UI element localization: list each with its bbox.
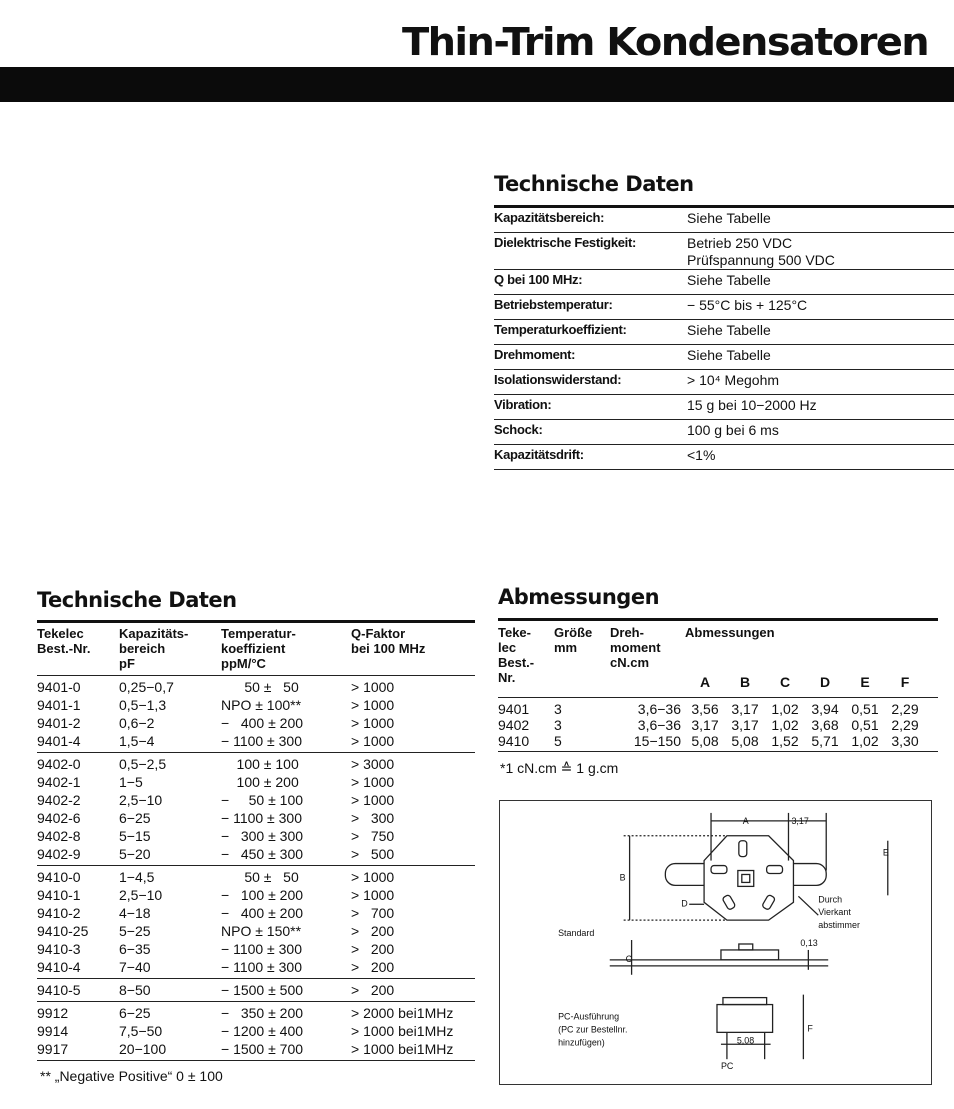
capacitance-cell: 4−18 [119, 905, 151, 921]
part-number-cell: 9914 [37, 1023, 69, 1039]
spec-label: Temperaturkoeffizient: [494, 322, 627, 337]
dim-value-cell: 3,94 [811, 701, 839, 717]
temp-coefficient-cell: − 1100 ± 300 [221, 733, 302, 749]
header-dim-size: Größe mm [554, 625, 593, 655]
temp-coefficient-cell: − 1200 ± 400 [221, 1023, 304, 1039]
table-row [37, 678, 475, 696]
spec-value: Siehe Tabelle [687, 210, 771, 226]
drawing-label-c: C [625, 953, 633, 964]
spec-label: Kapazitätsbereich: [494, 210, 605, 225]
dim-part-cell: 9410 [498, 733, 530, 749]
dim-value-cell: 2,29 [891, 717, 919, 733]
q-factor-cell: > 1000 [351, 715, 395, 731]
parts-group [37, 676, 475, 753]
temp-coefficient-cell: 100 ± 200 [221, 774, 299, 790]
part-number-cell: 9410-2 [37, 905, 81, 921]
capacitance-cell: 0,5−1,3 [119, 697, 167, 713]
drawing-label-013: 0,13 [800, 937, 818, 948]
capacitance-cell: 20−100 [119, 1041, 167, 1057]
dim-torque-cell: 3,6−36 [637, 717, 681, 733]
q-factor-cell: > 1000 [351, 869, 395, 885]
spec-value: 15 g bei 10−2000 Hz [687, 397, 817, 413]
temp-coefficient-cell: − 400 ± 200 [221, 715, 304, 731]
capacitance-cell: 6−25 [119, 810, 151, 826]
capacitance-cell: 5−15 [119, 828, 151, 844]
parts-table-header [37, 620, 475, 676]
drawing-label-f: F [807, 1023, 813, 1034]
spec-value: <1% [687, 447, 716, 463]
spec-value: Betrieb 250 VDC Prüfspannung 500 VDC [687, 235, 835, 268]
part-number-cell: 9402-9 [37, 846, 81, 862]
q-factor-cell: > 1000 bei1MHz [351, 1041, 454, 1057]
dim-value-cell: 2,29 [891, 701, 919, 717]
spec-label: Schock: [494, 422, 543, 437]
header-dim-letters [685, 675, 925, 690]
capacitance-cell: 0,25−0,7 [119, 679, 174, 695]
temp-coefficient-cell: − 1500 ± 500 [221, 982, 304, 998]
drawing-label-a: A [742, 815, 749, 826]
parts-group [37, 979, 475, 1002]
table-row [37, 1022, 475, 1040]
q-factor-cell: > 1000 [351, 887, 395, 903]
temp-coefficient-cell: 100 ± 100 [221, 756, 299, 772]
drawing-pc-body [717, 1005, 773, 1033]
table-row [37, 904, 475, 922]
dimensions-table-header [498, 618, 938, 698]
dim-value-cell: 5,08 [691, 733, 719, 749]
q-factor-cell: > 200 [351, 982, 395, 998]
spec-label: Betriebstemperatur: [494, 297, 613, 312]
spec-row [494, 445, 954, 470]
table-row [498, 717, 938, 733]
table-row [37, 791, 475, 809]
table-row [498, 701, 938, 717]
part-number-cell: 9402-1 [37, 774, 81, 790]
part-number-cell: 9402-2 [37, 792, 81, 808]
q-factor-cell: > 200 [351, 941, 395, 957]
part-number-cell: 9410-1 [37, 887, 81, 903]
temp-coefficient-cell: − 1100 ± 300 [221, 810, 302, 826]
spec-label: Isolationswiderstand: [494, 372, 622, 387]
q-factor-cell: > 700 [351, 905, 395, 921]
table-row [498, 733, 938, 749]
spec-value: 100 g bei 6 ms [687, 422, 779, 438]
part-number-cell: 9401-0 [37, 679, 81, 695]
dim-value-cell: 3,30 [891, 733, 919, 749]
temp-coefficient-cell: 50 ± 50 [221, 869, 299, 885]
spec-value: > 10⁴ Megohm [687, 372, 780, 388]
capacitance-cell: 8−50 [119, 982, 151, 998]
capacitance-cell: 7−40 [119, 959, 151, 975]
drawing-label-pc-line2: (PC zur Bestellnr. [558, 1024, 628, 1035]
dim-size-cell: 3 [554, 701, 562, 717]
table-row [37, 868, 475, 886]
dimensions-note: *1 cN.cm ≙ 1 g.cm [500, 760, 619, 776]
dim-value-cell: 3,68 [811, 717, 839, 733]
table-row [37, 732, 475, 750]
q-factor-cell: > 750 [351, 828, 395, 844]
part-number-cell: 9912 [37, 1005, 69, 1021]
part-number-cell: 9402-0 [37, 756, 81, 772]
header-part-number: Tekelec Best.-Nr. [37, 626, 91, 656]
q-factor-cell: > 200 [351, 959, 395, 975]
header-dim-group: Abmessungen [685, 625, 775, 640]
header-capacitance: Kapazitäts- bereich pF [119, 626, 189, 671]
dim-value-cell: 3,17 [731, 701, 759, 717]
table-row [37, 886, 475, 904]
header-q-factor: Q-Faktor bei 100 MHz [351, 626, 426, 656]
temp-coefficient-cell: NPO ± 100** [221, 697, 302, 713]
part-number-cell: 9410-3 [37, 941, 81, 957]
dim-letter: A [699, 674, 711, 690]
capacitance-cell: 1−5 [119, 774, 143, 790]
temp-coefficient-cell: − 300 ± 300 [221, 828, 304, 844]
spec-row [494, 270, 954, 295]
q-factor-cell: > 200 [351, 923, 395, 939]
part-number-cell: 9401-4 [37, 733, 81, 749]
dim-value-cell: 3,17 [731, 717, 759, 733]
dim-value-cell: 1,52 [771, 733, 799, 749]
spec-label: Vibration: [494, 397, 552, 412]
dim-letter: E [860, 674, 870, 690]
capacitance-cell: 0,6−2 [119, 715, 155, 731]
q-factor-cell: > 1000 [351, 679, 395, 695]
q-factor-cell: > 2000 bei1MHz [351, 1005, 454, 1021]
temp-coefficient-cell: 50 ± 50 [221, 679, 299, 695]
drawing-side-top [739, 944, 753, 950]
spec-label: Q bei 100 MHz: [494, 272, 583, 287]
spec-row [494, 345, 954, 370]
drawing-label-durch: Durch [818, 894, 843, 905]
q-factor-cell: > 1000 [351, 774, 395, 790]
temp-coefficient-cell: − 350 ± 200 [221, 1005, 304, 1021]
capacitance-cell: 6−25 [119, 1005, 151, 1021]
dim-value-cell: 5,08 [731, 733, 759, 749]
table-row [37, 809, 475, 827]
temp-coefficient-cell: − 100 ± 200 [221, 887, 304, 903]
spec-row [494, 320, 954, 345]
drawing-label-e: E [882, 847, 889, 858]
q-factor-cell: > 500 [351, 846, 395, 862]
spec-value: Siehe Tabelle [687, 322, 771, 338]
temp-coefficient-cell: − 1100 ± 300 [221, 941, 302, 957]
drawing-leader-line [798, 896, 818, 915]
dim-letter: D [819, 674, 831, 690]
table-row [37, 958, 475, 976]
q-factor-cell: > 1000 [351, 792, 395, 808]
temp-coefficient-cell: NPO ± 150** [221, 923, 302, 939]
table-row [37, 773, 475, 791]
q-factor-cell: > 1000 [351, 697, 395, 713]
capacitance-cell: 1−4,5 [119, 869, 155, 885]
drawing-label-standard: Standard [558, 928, 595, 939]
parts-table-body [37, 676, 475, 1061]
parts-group [37, 866, 475, 979]
q-factor-cell: > 1000 bei1MHz [351, 1023, 454, 1039]
parts-group [37, 1002, 475, 1061]
header-temp-coefficient: Temperatur- koeffizient ppM/°C [221, 626, 296, 671]
capacitance-cell: 2,5−10 [119, 887, 163, 903]
part-number-cell: 9410-4 [37, 959, 81, 975]
spec-row [494, 395, 954, 420]
dim-letter: F [900, 674, 910, 690]
dim-torque-cell: 3,6−36 [637, 701, 681, 717]
parts-table [37, 620, 475, 1061]
capacitance-cell: 5−25 [119, 923, 151, 939]
dim-value-cell: 5,71 [811, 733, 839, 749]
dim-size-cell: 3 [554, 717, 562, 733]
drawing-svg [500, 801, 931, 1084]
spec-label: Kapazitätsdrift: [494, 447, 584, 462]
technical-drawing [499, 800, 932, 1085]
page-title: Thin-Trim Kondensatoren [401, 20, 928, 64]
drawing-label-vierkant: Vierkant [818, 907, 851, 918]
spec-row [494, 233, 954, 270]
dim-value-cell: 0,51 [851, 701, 879, 717]
table-row [37, 981, 475, 999]
capacitance-cell: 7,5−50 [119, 1023, 163, 1039]
drawing-label-pc-title: PC-Ausführung [558, 1011, 620, 1022]
dim-value-cell: 1,02 [771, 717, 799, 733]
dim-letter: B [739, 674, 751, 690]
dim-value-cell: 1,02 [771, 701, 799, 717]
part-number-cell: 9401-2 [37, 715, 81, 731]
part-number-cell: 9402-8 [37, 828, 81, 844]
drawing-label-b: B [619, 872, 626, 883]
part-number-cell: 9917 [37, 1041, 69, 1057]
header-dim-torque: Dreh- moment cN.cm [610, 625, 661, 670]
temp-coefficient-cell: − 400 ± 200 [221, 905, 304, 921]
drawing-label-pc: PC [720, 1061, 734, 1072]
table-row [37, 755, 475, 773]
dim-letter: C [779, 674, 791, 690]
spec-row [494, 205, 954, 233]
table-row [37, 845, 475, 863]
drawing-label-317: 3,17 [791, 815, 809, 826]
dimensions-table-body [498, 698, 938, 752]
table-row [37, 714, 475, 732]
capacitance-cell: 1,5−4 [119, 733, 155, 749]
table-row [37, 940, 475, 958]
dim-value-cell: 0,51 [851, 717, 879, 733]
drawing-label-pc-line3: hinzufügen) [558, 1037, 605, 1048]
capacitance-cell: 0,5−2,5 [119, 756, 167, 772]
temp-coefficient-cell: − 450 ± 300 [221, 846, 304, 862]
dim-value-cell: 3,56 [691, 701, 719, 717]
dim-part-cell: 9401 [498, 701, 530, 717]
table-row [37, 922, 475, 940]
dim-torque-cell: 15−150 [633, 733, 681, 749]
table-row [37, 1040, 475, 1058]
dimensions-table [498, 618, 938, 752]
capacitance-cell: 5−20 [119, 846, 151, 862]
capacitance-cell: 2,5−10 [119, 792, 163, 808]
spec-label: Dielektrische Festigkeit: [494, 235, 637, 250]
header-dim-part: Teke- lec Best.- Nr. [498, 625, 535, 685]
drawing-label-508: 5,08 [736, 1035, 755, 1046]
spec-row [494, 370, 954, 395]
q-factor-cell: > 1000 [351, 733, 395, 749]
part-number-cell: 9402-6 [37, 810, 81, 826]
spec-row [494, 295, 954, 320]
dim-value-cell: 3,17 [691, 717, 719, 733]
table-row [37, 696, 475, 714]
drawing-side-body [721, 950, 779, 960]
table-row [37, 1004, 475, 1022]
specs-table [494, 205, 954, 470]
parts-footnote: ** „Negative Positive“ 0 ± 100 [40, 1068, 223, 1084]
table-row [37, 827, 475, 845]
drawing-label-abstimmer: abstimmer [818, 920, 860, 931]
dim-size-cell: 5 [554, 733, 562, 749]
dim-part-cell: 9402 [498, 717, 530, 733]
part-number-cell: 9401-1 [37, 697, 81, 713]
part-number-cell: 9410-5 [37, 982, 81, 998]
parts-group [37, 753, 475, 866]
spec-value: − 55°C bis + 125°C [687, 297, 808, 313]
spec-value: Siehe Tabelle [687, 272, 771, 288]
specs-heading: Technische Daten [494, 172, 694, 196]
header-bar [0, 67, 954, 102]
spec-row [494, 420, 954, 445]
spec-label: Drehmoment: [494, 347, 576, 362]
parts-heading: Technische Daten [37, 588, 237, 612]
part-number-cell: 9410-25 [37, 923, 89, 939]
temp-coefficient-cell: − 1500 ± 700 [221, 1041, 304, 1057]
drawing-label-d: D [681, 898, 688, 909]
capacitance-cell: 6−35 [119, 941, 151, 957]
part-number-cell: 9410-0 [37, 869, 81, 885]
q-factor-cell: > 300 [351, 810, 395, 826]
spec-value: Siehe Tabelle [687, 347, 771, 363]
dim-value-cell: 1,02 [851, 733, 879, 749]
temp-coefficient-cell: − 50 ± 100 [221, 792, 304, 808]
drawing-pc-top [723, 998, 767, 1005]
dimensions-heading: Abmessungen [498, 585, 660, 609]
temp-coefficient-cell: − 1100 ± 300 [221, 959, 302, 975]
q-factor-cell: > 3000 [351, 756, 395, 772]
drawing-trimmer-body [704, 836, 793, 920]
